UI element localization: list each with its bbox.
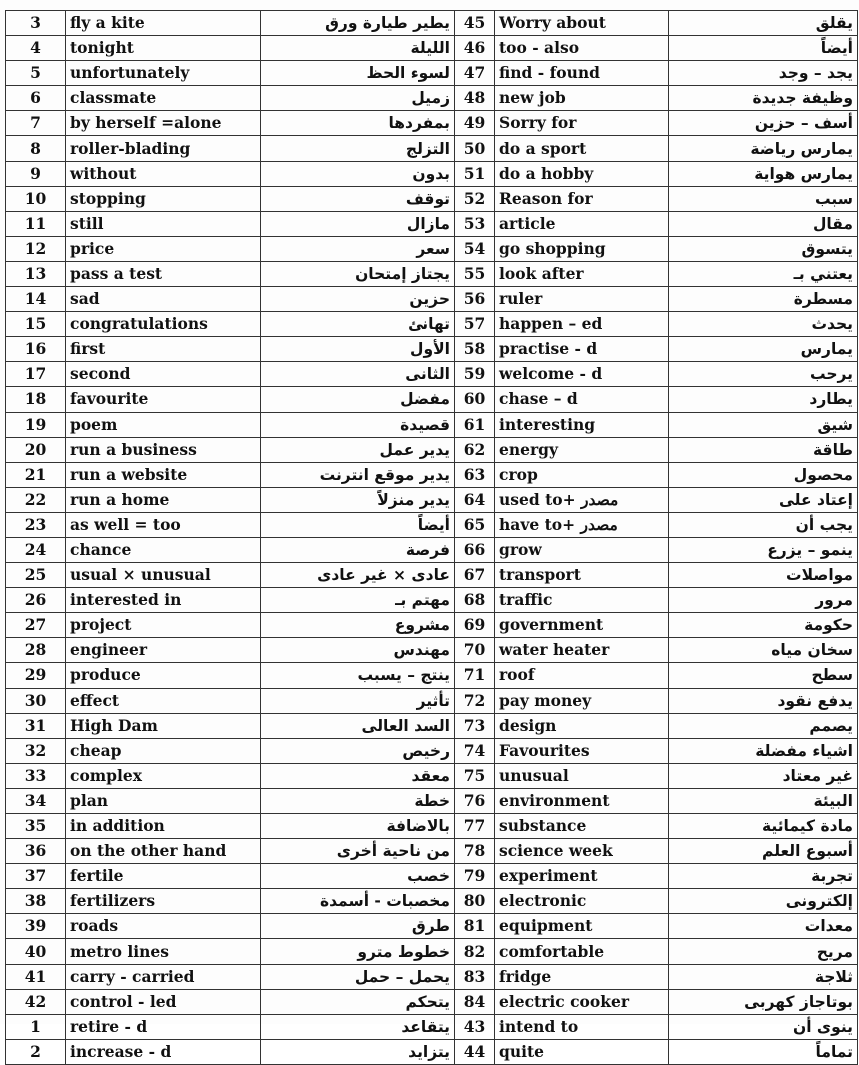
entry-number: 21 (6, 462, 66, 487)
arabic-translation: أسبوع العلم (669, 839, 858, 864)
english-word: retire - d (66, 1014, 261, 1039)
arabic-translation: حكومة (669, 613, 858, 638)
table-row (6, 1014, 858, 1039)
english-word: increase - d (66, 1039, 261, 1064)
arabic-translation: مادة كيمائية (669, 814, 858, 839)
entry-number: 2 (6, 1039, 66, 1064)
arabic-translation: مقال (669, 211, 858, 236)
arabic-translation: طرق (261, 914, 455, 939)
english-word: do a hobby (495, 161, 669, 186)
table-row (6, 36, 858, 61)
entry-number: 76 (455, 788, 495, 813)
entry-number: 46 (455, 36, 495, 61)
english-word: substance (495, 814, 669, 839)
arabic-translation: أسف – حزين (669, 111, 858, 136)
table-row (6, 939, 858, 964)
arabic-translation: معدات (669, 914, 858, 939)
english-word: metro lines (66, 939, 261, 964)
arabic-translation: عادى × غير عادى (261, 563, 455, 588)
english-word: roof (495, 663, 669, 688)
english-word: comfortable (495, 939, 669, 964)
entry-number: 58 (455, 337, 495, 362)
arabic-translation: خطوط مترو (261, 939, 455, 964)
english-word: article (495, 211, 669, 236)
table-row (6, 387, 858, 412)
english-word: run a business (66, 437, 261, 462)
english-word: usual × unusual (66, 563, 261, 588)
arabic-translation: طاقة (669, 437, 858, 462)
english-word: intend to (495, 1014, 669, 1039)
english-word: Reason for (495, 186, 669, 211)
entry-number: 19 (6, 412, 66, 437)
entry-number: 47 (455, 61, 495, 86)
english-word: quite (495, 1039, 669, 1064)
table-row (6, 186, 858, 211)
arabic-translation: يطارد (669, 387, 858, 412)
arabic-translation: ثلاجة (669, 964, 858, 989)
entry-number: 41 (6, 964, 66, 989)
english-word: chance (66, 537, 261, 562)
arabic-translation: يمارس (669, 337, 858, 362)
table-row (6, 989, 858, 1014)
english-word: fertilizers (66, 889, 261, 914)
arabic-translation: يحمل – حمل (261, 964, 455, 989)
english-word: in addition (66, 814, 261, 839)
entry-number: 25 (6, 563, 66, 588)
table-row (6, 889, 858, 914)
entry-number: 38 (6, 889, 66, 914)
english-word: fridge (495, 964, 669, 989)
table-row (6, 61, 858, 86)
english-word: project (66, 613, 261, 638)
entry-number: 67 (455, 563, 495, 588)
table-row (6, 161, 858, 186)
table-row (6, 788, 858, 813)
entry-number: 84 (455, 989, 495, 1014)
entry-number: 40 (6, 939, 66, 964)
arabic-translation: زميل (261, 86, 455, 111)
english-word: sad (66, 287, 261, 312)
english-word: ruler (495, 287, 669, 312)
arabic-translation: يدفع نقود (669, 688, 858, 713)
table-row (6, 236, 858, 261)
entry-number: 35 (6, 814, 66, 839)
english-word: welcome - d (495, 362, 669, 387)
arabic-translation: سخان مياه (669, 638, 858, 663)
arabic-translation: شيق (669, 412, 858, 437)
table-row (6, 487, 858, 512)
english-word: roads (66, 914, 261, 939)
arabic-translation: يمارس رياضة (669, 136, 858, 161)
table-row (6, 11, 858, 36)
entry-number: 1 (6, 1014, 66, 1039)
arabic-translation: مخصبات - أسمدة (261, 889, 455, 914)
table-row (6, 362, 858, 387)
entry-number: 49 (455, 111, 495, 136)
entry-number: 55 (455, 261, 495, 286)
arabic-translation: محصول (669, 462, 858, 487)
table-row (6, 738, 858, 763)
entry-number: 26 (6, 588, 66, 613)
entry-number: 62 (455, 437, 495, 462)
entry-number: 44 (455, 1039, 495, 1064)
entry-number: 69 (455, 613, 495, 638)
arabic-translation: قصيدة (261, 412, 455, 437)
entry-number: 53 (455, 211, 495, 236)
table-row (6, 211, 858, 236)
table-row (6, 437, 858, 462)
english-word: energy (495, 437, 669, 462)
english-word: as well = too (66, 512, 261, 537)
english-word: have to+ مصدر (495, 512, 669, 537)
table-row (6, 638, 858, 663)
english-word: pass a test (66, 261, 261, 286)
english-word: too - also (495, 36, 669, 61)
english-word: first (66, 337, 261, 362)
entry-number: 78 (455, 839, 495, 864)
entry-number: 75 (455, 763, 495, 788)
english-word: fly a kite (66, 11, 261, 36)
arabic-translation: الأول (261, 337, 455, 362)
arabic-translation: فرصة (261, 537, 455, 562)
english-word: experiment (495, 864, 669, 889)
arabic-translation: سطح (669, 663, 858, 688)
arabic-translation: خصب (261, 864, 455, 889)
english-word: find - found (495, 61, 669, 86)
arabic-translation: مشروع (261, 613, 455, 638)
table-row (6, 261, 858, 286)
entry-number: 60 (455, 387, 495, 412)
table-row (6, 763, 858, 788)
entry-number: 56 (455, 287, 495, 312)
entry-number: 59 (455, 362, 495, 387)
arabic-translation: أيضاً (261, 512, 455, 537)
entry-number: 24 (6, 537, 66, 562)
arabic-translation: يتقاعد (261, 1014, 455, 1039)
entry-number: 54 (455, 236, 495, 261)
entry-number: 63 (455, 462, 495, 487)
entry-number: 79 (455, 864, 495, 889)
entry-number: 83 (455, 964, 495, 989)
arabic-translation: ينوى أن (669, 1014, 858, 1039)
english-word: still (66, 211, 261, 236)
arabic-translation: يطير طيارة ورق (261, 11, 455, 36)
arabic-translation: مفضل (261, 387, 455, 412)
arabic-translation: التزلج (261, 136, 455, 161)
entry-number: 27 (6, 613, 66, 638)
arabic-translation: يتحكم (261, 989, 455, 1014)
arabic-translation: يدير منزلاً (261, 487, 455, 512)
entry-number: 30 (6, 688, 66, 713)
table-row (6, 312, 858, 337)
english-word: government (495, 613, 669, 638)
english-word: High Dam (66, 713, 261, 738)
english-word: design (495, 713, 669, 738)
english-word: cheap (66, 738, 261, 763)
entry-number: 32 (6, 738, 66, 763)
table-row (6, 512, 858, 537)
english-word: tonight (66, 36, 261, 61)
english-word: classmate (66, 86, 261, 111)
arabic-translation: سبب (669, 186, 858, 211)
arabic-translation: يجد – وجد (669, 61, 858, 86)
entry-number: 33 (6, 763, 66, 788)
entry-number: 4 (6, 36, 66, 61)
english-word: stopping (66, 186, 261, 211)
english-word: carry - carried (66, 964, 261, 989)
english-word: science week (495, 839, 669, 864)
english-word: chase – d (495, 387, 669, 412)
english-word: look after (495, 261, 669, 286)
english-word: electronic (495, 889, 669, 914)
entry-number: 18 (6, 387, 66, 412)
entry-number: 14 (6, 287, 66, 312)
arabic-translation: أيضاً (669, 36, 858, 61)
table-row (6, 713, 858, 738)
table-row (6, 1039, 858, 1064)
english-word: engineer (66, 638, 261, 663)
english-word: Favourites (495, 738, 669, 763)
entry-number: 37 (6, 864, 66, 889)
entry-number: 39 (6, 914, 66, 939)
arabic-translation: بمفردها (261, 111, 455, 136)
entry-number: 82 (455, 939, 495, 964)
arabic-translation: رخيص (261, 738, 455, 763)
entry-number: 13 (6, 261, 66, 286)
entry-number: 7 (6, 111, 66, 136)
english-word: control - led (66, 989, 261, 1014)
entry-number: 15 (6, 312, 66, 337)
entry-number: 22 (6, 487, 66, 512)
english-word: Worry about (495, 11, 669, 36)
english-word: interested in (66, 588, 261, 613)
arabic-translation: الثانى (261, 362, 455, 387)
entry-number: 36 (6, 839, 66, 864)
entry-number: 71 (455, 663, 495, 688)
entry-number: 65 (455, 512, 495, 537)
english-word: fertile (66, 864, 261, 889)
english-word: interesting (495, 412, 669, 437)
english-word: practise - d (495, 337, 669, 362)
entry-number: 10 (6, 186, 66, 211)
entry-number: 42 (6, 989, 66, 1014)
arabic-translation: حزين (261, 287, 455, 312)
table-row (6, 663, 858, 688)
english-word: used to+ مصدر (495, 487, 669, 512)
table-row (6, 839, 858, 864)
arabic-translation: الليلة (261, 36, 455, 61)
entry-number: 43 (455, 1014, 495, 1039)
arabic-translation: يصمم (669, 713, 858, 738)
english-word: price (66, 236, 261, 261)
vocabulary-table-body (6, 11, 858, 1065)
arabic-translation: خطة (261, 788, 455, 813)
entry-number: 51 (455, 161, 495, 186)
english-word: congratulations (66, 312, 261, 337)
table-row (6, 86, 858, 111)
arabic-translation: بدون (261, 161, 455, 186)
entry-number: 5 (6, 61, 66, 86)
entry-number: 66 (455, 537, 495, 562)
entry-number: 34 (6, 788, 66, 813)
entry-number: 52 (455, 186, 495, 211)
english-word: on the other hand (66, 839, 261, 864)
english-word: electric cooker (495, 989, 669, 1014)
table-row (6, 412, 858, 437)
entry-number: 45 (455, 11, 495, 36)
english-word: effect (66, 688, 261, 713)
arabic-translation: يرحب (669, 362, 858, 387)
entry-number: 16 (6, 337, 66, 362)
entry-number: 23 (6, 512, 66, 537)
entry-number: 72 (455, 688, 495, 713)
table-row (6, 964, 858, 989)
arabic-translation: إلكترونى (669, 889, 858, 914)
arabic-translation: مهتم بـ (261, 588, 455, 613)
english-word: Sorry for (495, 111, 669, 136)
english-word: poem (66, 412, 261, 437)
english-word: without (66, 161, 261, 186)
english-word: water heater (495, 638, 669, 663)
arabic-translation: يعتني بـ (669, 261, 858, 286)
arabic-translation: مسطرة (669, 287, 858, 312)
table-row (6, 563, 858, 588)
english-word: crop (495, 462, 669, 487)
arabic-translation: غير معتاد (669, 763, 858, 788)
english-word: complex (66, 763, 261, 788)
entry-number: 64 (455, 487, 495, 512)
arabic-translation: يحدث (669, 312, 858, 337)
english-word: transport (495, 563, 669, 588)
table-row (6, 613, 858, 638)
arabic-translation: يدير موقع انترنت (261, 462, 455, 487)
entry-number: 57 (455, 312, 495, 337)
arabic-translation: مواصلات (669, 563, 858, 588)
arabic-translation: بالاضافة (261, 814, 455, 839)
arabic-translation: مازال (261, 211, 455, 236)
arabic-translation: معقد (261, 763, 455, 788)
entry-number: 73 (455, 713, 495, 738)
english-word: plan (66, 788, 261, 813)
arabic-translation: يجتاز إمتحان (261, 261, 455, 286)
table-row (6, 136, 858, 161)
entry-number: 20 (6, 437, 66, 462)
english-word: by herself =alone (66, 111, 261, 136)
english-word: second (66, 362, 261, 387)
arabic-translation: لسوء الحظ (261, 61, 455, 86)
table-row (6, 588, 858, 613)
arabic-translation: يجب أن (669, 512, 858, 537)
english-word: run a home (66, 487, 261, 512)
entry-number: 9 (6, 161, 66, 186)
arabic-translation: توقف (261, 186, 455, 211)
entry-number: 12 (6, 236, 66, 261)
table-row (6, 337, 858, 362)
arabic-translation: يدير عمل (261, 437, 455, 462)
english-word: produce (66, 663, 261, 688)
table-row (6, 688, 858, 713)
entry-number: 77 (455, 814, 495, 839)
arabic-translation: إعتاد على (669, 487, 858, 512)
english-word: pay money (495, 688, 669, 713)
arabic-translation: سعر (261, 236, 455, 261)
entry-number: 28 (6, 638, 66, 663)
arabic-translation: بوتاجاز كهربى (669, 989, 858, 1014)
arabic-translation: يتزايد (261, 1039, 455, 1064)
english-word: go shopping (495, 236, 669, 261)
arabic-translation: مريح (669, 939, 858, 964)
arabic-translation: يتسوق (669, 236, 858, 261)
english-word: new job (495, 86, 669, 111)
table-row (6, 914, 858, 939)
english-word: roller-blading (66, 136, 261, 161)
arabic-translation: وظيفة جديدة (669, 86, 858, 111)
table-row (6, 537, 858, 562)
table-row (6, 462, 858, 487)
arabic-translation: البيئة (669, 788, 858, 813)
entry-number: 80 (455, 889, 495, 914)
english-word: run a website (66, 462, 261, 487)
arabic-translation: تهانئ (261, 312, 455, 337)
arabic-translation: يقلق (669, 11, 858, 36)
entry-number: 48 (455, 86, 495, 111)
arabic-translation: تجربة (669, 864, 858, 889)
entry-number: 17 (6, 362, 66, 387)
table-row (6, 814, 858, 839)
entry-number: 50 (455, 136, 495, 161)
english-word: environment (495, 788, 669, 813)
arabic-translation: تماماً (669, 1039, 858, 1064)
entry-number: 68 (455, 588, 495, 613)
english-word: happen – ed (495, 312, 669, 337)
arabic-translation: ينمو – يزرع (669, 537, 858, 562)
entry-number: 11 (6, 211, 66, 236)
english-word: unfortunately (66, 61, 261, 86)
table-row (6, 864, 858, 889)
entry-number: 81 (455, 914, 495, 939)
entry-number: 31 (6, 713, 66, 738)
arabic-translation: السد العالى (261, 713, 455, 738)
arabic-translation: من ناحية أخرى (261, 839, 455, 864)
arabic-translation: مهندس (261, 638, 455, 663)
arabic-translation: يمارس هواية (669, 161, 858, 186)
entry-number: 6 (6, 86, 66, 111)
entry-number: 29 (6, 663, 66, 688)
arabic-translation: ينتج – يسبب (261, 663, 455, 688)
english-word: traffic (495, 588, 669, 613)
entry-number: 70 (455, 638, 495, 663)
table-row (6, 287, 858, 312)
table-row (6, 111, 858, 136)
arabic-translation: تأثير (261, 688, 455, 713)
arabic-translation: مرور (669, 588, 858, 613)
arabic-translation: اشياء مفضلة (669, 738, 858, 763)
entry-number: 74 (455, 738, 495, 763)
entry-number: 61 (455, 412, 495, 437)
entry-number: 8 (6, 136, 66, 161)
entry-number: 3 (6, 11, 66, 36)
english-word: do a sport (495, 136, 669, 161)
english-word: grow (495, 537, 669, 562)
vocabulary-table (5, 10, 858, 1065)
english-word: favourite (66, 387, 261, 412)
english-word: equipment (495, 914, 669, 939)
english-word: unusual (495, 763, 669, 788)
